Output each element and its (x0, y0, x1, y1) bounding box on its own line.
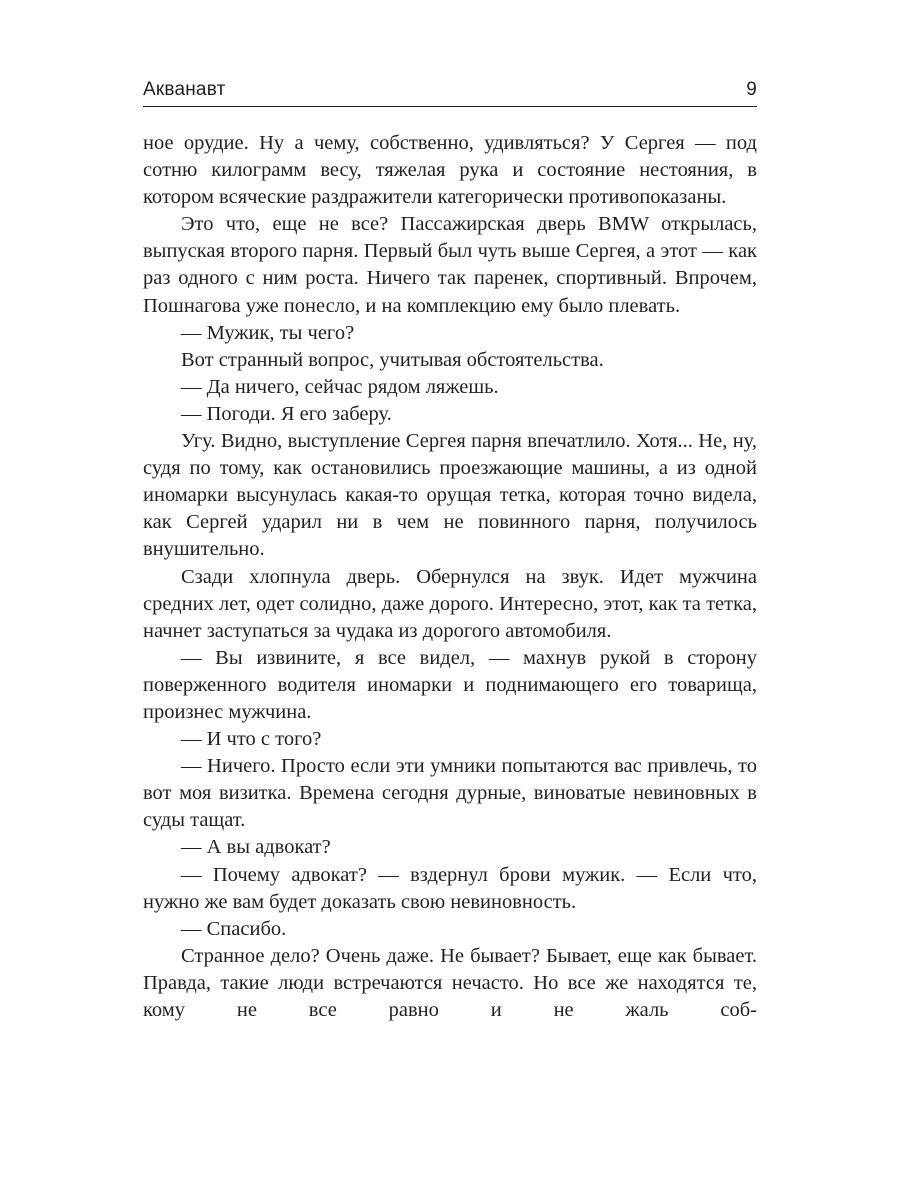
paragraph: — Вы извините, я все видел, — махнув рукой в сторону поверженного водителя иномарки и поднимающего его товарища, произнес мужчина. (143, 646, 757, 723)
body-text (143, 130, 757, 1024)
paragraph: — И что с того? (181, 728, 322, 751)
paragraph: ное орудие. Ну а чему, собственно, удивляться? У Сергея — под сотню килограмм весу, тяжелая рука и состояние нестояния, в котором всяческие раздражители категорически противопоказаны. (143, 132, 757, 209)
paragraph: Странное дело? Очень даже. Не бывает? Бывает, еще как бывает. Правда, такие люди встречаются нечасто. Но все же находятся те, кому не все равно и не жаль соб- (143, 944, 757, 1021)
paragraph: — Погоди. Я его заберу. (181, 402, 392, 425)
paragraph: — Мужик, ты чего? (181, 321, 355, 344)
book-page (143, 78, 757, 1024)
paragraph: — Спасибо. (181, 917, 287, 940)
paragraph: — Ничего. Просто если эти умники попытаются вас привлечь, то вот моя визитка. Времена сегодня дурные, виноватые невиновных в суды тащат. (143, 755, 757, 832)
paragraph: Это что, еще не все? Пассажирская дверь BMW открылась, выпуская второго парня. Первый был чуть выше Сергея, а этот — как раз одного с ним роста. Ничего так паренек, спортивный. Впрочем, Пошнагова уже понесло, и на комплекцию ему было плевать. (143, 213, 757, 317)
paragraph: Вот странный вопрос, учитывая обстоятельства. (181, 348, 604, 371)
paragraph: Угу. Видно, выступление Сергея парня впечатлило. Хотя... Не, ну, судя по тому, как остановились проезжающие машины, а из одной иномарки высунулась какая-то орущая тетка, которая точно видела, как Сергей ударил ни в чем не повинного парня, получилось внушительно. (143, 430, 757, 561)
paragraph: — Да ничего, сейчас рядом ляжешь. (181, 375, 499, 398)
paragraph: — Почему адвокат? — вздернул брови мужик. — Если что, нужно же вам будет доказать свою невиновность. (143, 863, 757, 913)
book-title: Акванавт (143, 79, 226, 100)
paragraph: Сзади хлопнула дверь. Обернулся на звук. Идет мужчина средних лет, одет солидно, даже дорого. Интересно, этот, как та тетка, начнет заступаться за чудака из дорогого автомобиля. (143, 565, 757, 642)
paragraph: — А вы адвокат? (181, 836, 331, 859)
page-number: 9 (746, 79, 757, 100)
running-head (143, 78, 757, 107)
